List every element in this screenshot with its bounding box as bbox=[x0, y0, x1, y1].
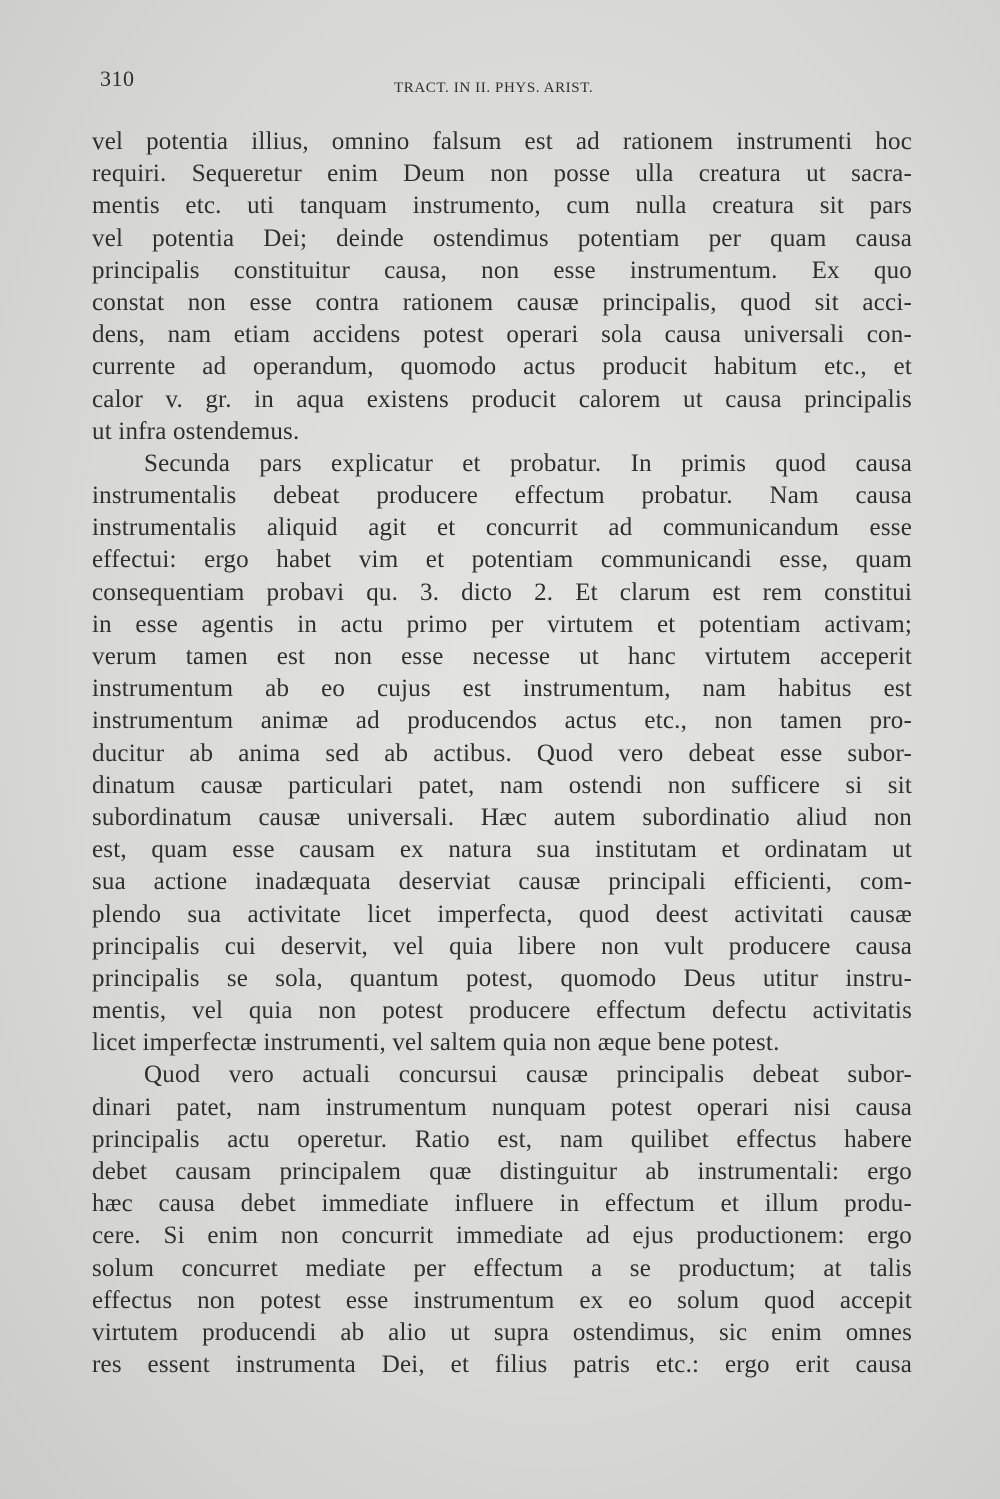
text-line: dens, nam etiam accidens potest operari sola causa universali con- bbox=[92, 321, 912, 349]
text-line: verum tamen est non esse necesse ut hanc virtutem acceperit bbox=[92, 643, 912, 670]
text-line: calor v. gr. in aqua existens producit calorem ut causa principalis bbox=[92, 385, 912, 413]
text-line: in esse agentis in actu primo per virtutem et potentiam activam; bbox=[92, 610, 912, 638]
text-line: instrumentalis debeat producere effectum probatur. Nam causa bbox=[92, 482, 912, 510]
text-line: res essent instrumenta Dei, et filius patris etc.: ergo erit causa bbox=[92, 1351, 912, 1379]
text-line: instrumentalis aliquid agit et concurrit ad communicandum esse bbox=[92, 514, 912, 542]
text-line: principalis actu operetur. Ratio est, nam quilibet effectus habere bbox=[92, 1125, 912, 1153]
text-line: plendo sua activitate licet imperfecta, quod deest activitati causæ bbox=[92, 900, 912, 928]
text-line: ut infra ostendemus. bbox=[92, 417, 300, 445]
text-line: vel potentia illius, omnino falsum est ad rationem instrumenti hoc bbox=[92, 128, 912, 155]
text-line: mentis, vel quia non potest producere effectum defectu activitatis bbox=[92, 997, 912, 1025]
text-line: mentis etc. uti tanquam instrumento, cum nulla creatura sit pars bbox=[92, 192, 912, 220]
text-line: cere. Si enim non concurrit immediate ad ejus productionem: ergo bbox=[92, 1222, 912, 1250]
text-line: solum concurret mediate per effectum a se productum; at talis bbox=[92, 1254, 912, 1282]
text-line: requiri. Sequeretur enim Deum non posse ulla creatura ut sacra- bbox=[92, 160, 912, 188]
running-head: TRACT. IN II. PHYS. ARIST. bbox=[394, 80, 594, 96]
text-line: consequentiam probavi qu. 3. dicto 2. Et clarum est rem constitui bbox=[92, 578, 912, 606]
text-line: licet imperfectæ instrumenti, vel saltem quia non æque bene potest. bbox=[92, 1029, 780, 1057]
text-line: debet causam principalem quæ distinguitur ab instrumentali: ergo bbox=[92, 1158, 912, 1185]
body-text bbox=[92, 126, 912, 1381]
text-line: virtutem producendi ab alio ut supra ostendimus, sic enim omnes bbox=[92, 1318, 912, 1346]
paragraph-start-line: Secunda pars explicatur et probatur. In primis quod causa bbox=[144, 449, 912, 477]
text-line: vel potentia Dei; deinde ostendimus potentiam per quam causa bbox=[92, 224, 912, 252]
text-line: est, quam esse causam ex natura sua institutam et ordinatam ut bbox=[92, 836, 912, 864]
text-line: principalis cui deservit, vel quia libere non vult producere causa bbox=[92, 932, 912, 960]
text-line: ducitur ab anima sed ab actibus. Quod vero debeat esse subor- bbox=[92, 739, 912, 767]
text-line: dinari patet, nam instrumentum nunquam potest operari nisi causa bbox=[92, 1093, 912, 1121]
text-line: constat non esse contra rationem causæ principalis, quod sit acci- bbox=[92, 288, 912, 316]
text-line: subordinatum causæ universali. Hæc autem subordinatio aliud non bbox=[92, 803, 912, 831]
text-line: hæc causa debet immediate influere in effectum et illum produ- bbox=[92, 1190, 912, 1218]
text-line: principalis constituitur causa, non esse instrumentum. Ex quo bbox=[92, 256, 912, 284]
text-line: currente ad operandum, quomodo actus producit habitum etc., et bbox=[92, 353, 912, 381]
page-number: 310 bbox=[100, 66, 135, 91]
text-line: instrumentum animæ ad producendos actus etc., non tamen pro- bbox=[92, 707, 912, 735]
text-line: effectus non potest esse instrumentum ex eo solum quod accepit bbox=[92, 1286, 912, 1314]
text-line: sua actione inadæquata deserviat causæ principali efficienti, com- bbox=[92, 868, 912, 896]
text-line: dinatum causæ particulari patet, nam ostendi non sufficere si sit bbox=[92, 771, 912, 799]
text-line: effectui: ergo habet vim et potentiam communicandi esse, quam bbox=[92, 546, 912, 574]
paragraph-start-line: Quod vero actuali concursui causæ principalis debeat subor- bbox=[144, 1061, 912, 1089]
text-line: principalis se sola, quantum potest, quomodo Deus utitur instru- bbox=[92, 964, 912, 992]
text-line: instrumentum ab eo cujus est instrumentum, nam habitus est bbox=[92, 675, 912, 703]
